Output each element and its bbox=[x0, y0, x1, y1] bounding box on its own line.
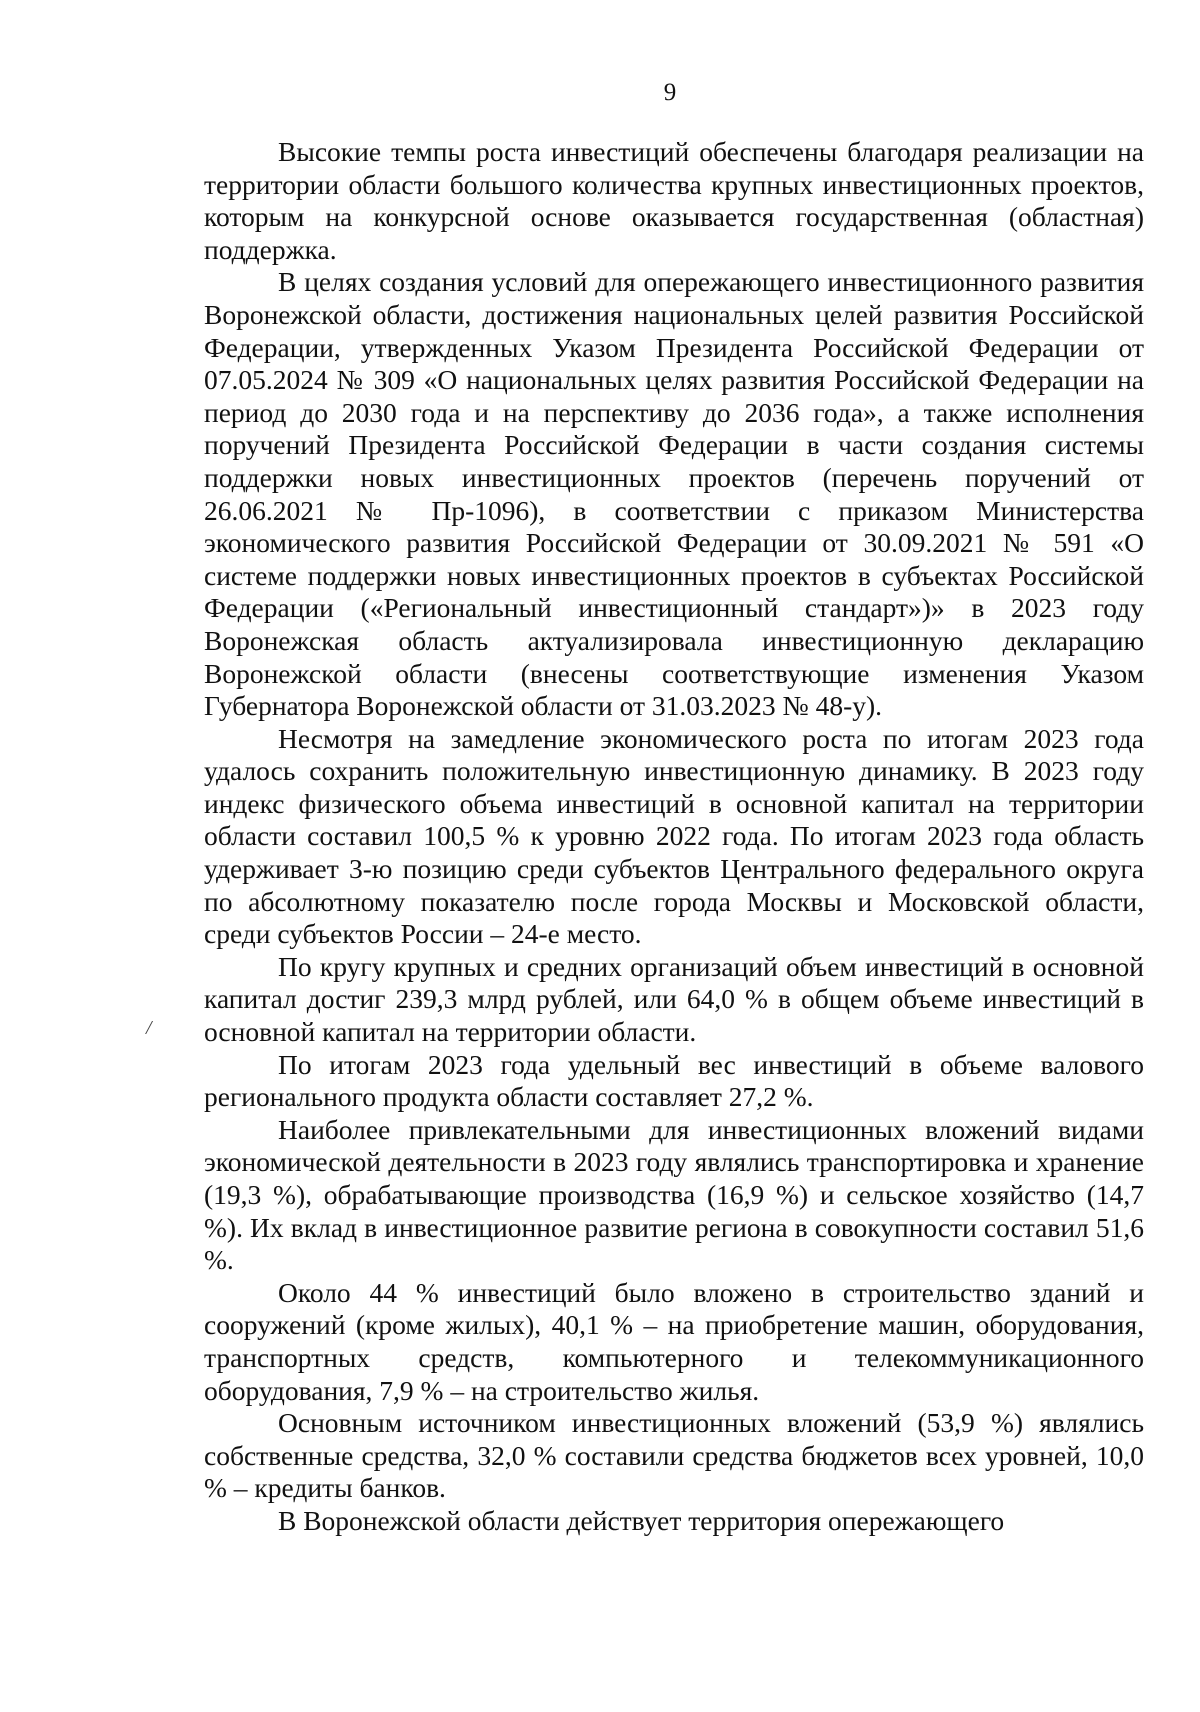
paragraph-advanced-development-territory: В Воронежской области действует территория опережающего bbox=[278, 1504, 1005, 1536]
paragraph-investment-sources: Основным источником инвестиционных вложений (53,9 %) являлись собственные средства, 32,0 % составили средства бюджетов всех уровней, 10,0 % – кредиты банков. bbox=[204, 1407, 1144, 1504]
paragraph-large-organizations: По кругу крупных и средних организаций объем инвестиций в основной капитал достиг 239,3 млрд рублей, или 64,0 % в общем объеме инвестиций в основной капитал на территории области. bbox=[204, 950, 1144, 1048]
paragraph-economic-activities: Наиболее привлекательными для инвестиционных вложений видами экономической деятельности в 2023 году являлись транспортировка и хранение (19,3 %), обрабатывающие производства (16,9 %) и сельское хозяйство (14,7 %). Их вклад в инвестиционное развитие региона в совокупности составил 51,6 %. bbox=[204, 1113, 1144, 1276]
paragraph-investment-structure: Около 44 % инвестиций было вложено в строительство зданий и сооружений (кроме жилых), 40,1 % – на приобретение машин, оборудования, транспортных средств, компьютерного и телекоммуникационного оборудования, 7,9 % – на строительство жилья. bbox=[204, 1276, 1144, 1406]
paragraph-investment-declaration: В целях создания условий для опережающего инвестиционного развития Воронежской области, достижения национальных целей развития Российской Федерации, утвержденных Указом Президента Российской Федерации от 07.05.2024 № 309 «О национальных целях развития Российской Федерации на период до 2030 года и на перспективу до 2036 года», а также исполнения поручений Президента Российской Федерации в части создания системы поддержки новых инвестиционных проектов (перечень поручений от 26.06.2021 № Пр-1096), в соответствии с приказом Министерства экономического развития Российской Федерации от 30.09.2021 № 591 «О системе поддержки новых инвестиционных проектов в субъектах Российской Федерации («Региональный инвестиционный стандарт»)» в 2023 году Воронежская область актуализировала инвестиционную декларацию Воронежской области (внесены соответствующие изменения Указом Губернатора Воронежской области от 31.03.2023 № 48-у). bbox=[204, 266, 1144, 722]
paragraph-investment-growth: Высокие темпы роста инвестиций обеспечены благодаря реализации на территории области большого количества крупных инвестиционных проектов, которым на конкурсной основе оказывается государственная (областная) поддержка. bbox=[204, 136, 1144, 265]
margin-mark: / bbox=[146, 1017, 152, 1039]
document-body bbox=[204, 136, 1144, 1538]
paragraph-grp-share: По итогам 2023 года удельный вес инвестиций в объеме валового регионального продукта области составляет 27,2 %. bbox=[204, 1048, 1144, 1113]
page-number: 9 bbox=[663, 79, 677, 106]
paragraph-investment-dynamics: Несмотря на замедление экономического роста по итогам 2023 года удалось сохранить положительную инвестиционную динамику. В 2023 году индекс физического объема инвестиций в основной капитал на территории области составил 100,5 % к уровню 2022 года. По итогам 2023 года область удерживает 3-ю позицию среди субъектов Центрального федерального округа по абсолютному показателю после города Москвы и Московской области, среди субъектов России – 24-е место. bbox=[204, 722, 1144, 950]
